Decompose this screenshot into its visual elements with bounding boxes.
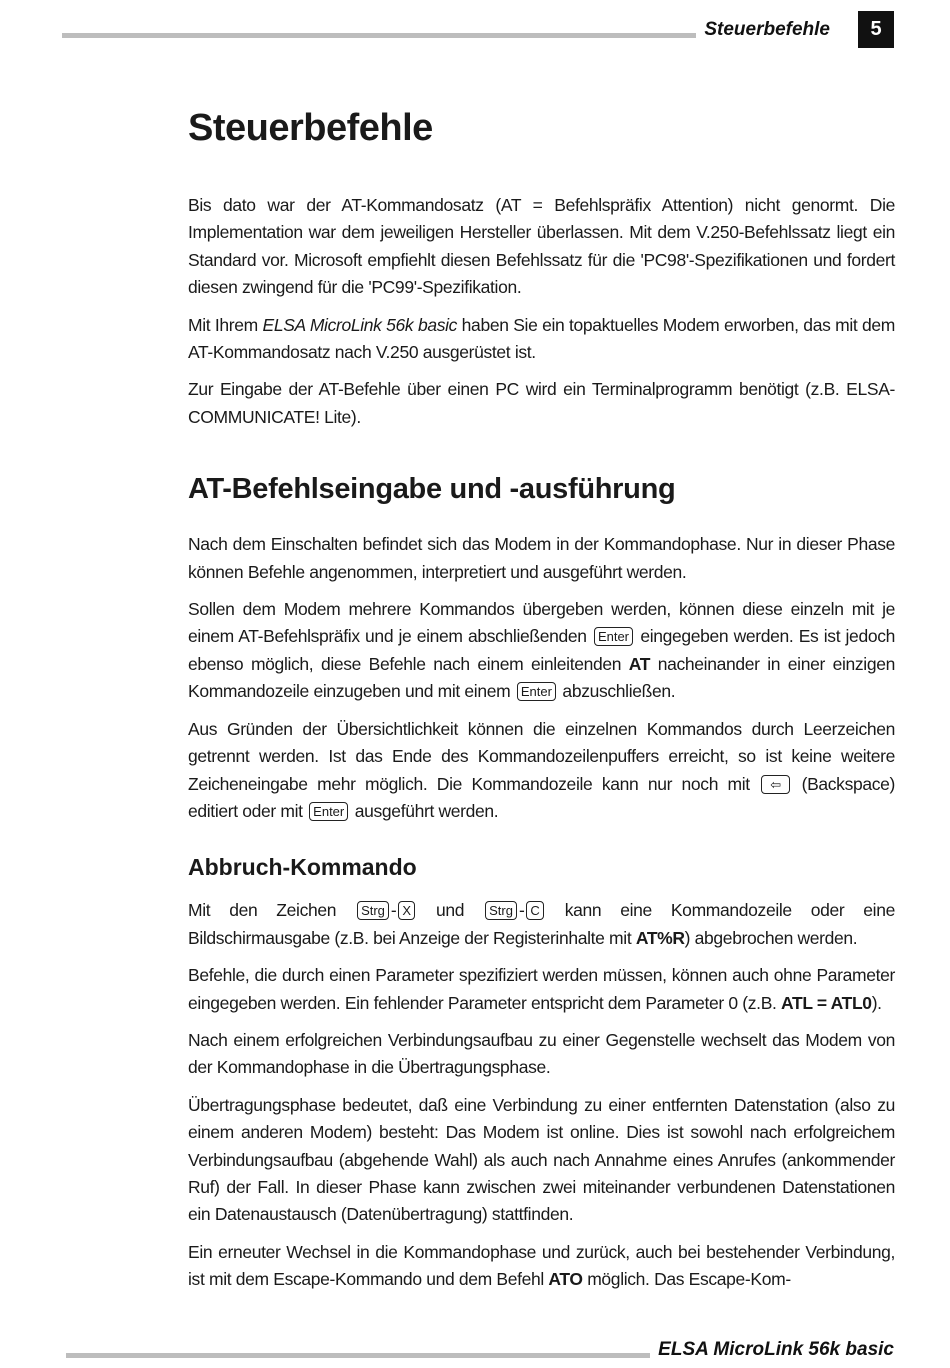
- ato-command: ATO: [548, 1269, 583, 1290]
- page-title: Steuerbefehle: [188, 107, 433, 149]
- atl-command: ATL = ATL0: [781, 992, 872, 1013]
- c-key: C: [526, 901, 543, 920]
- intro-paragraph-2: Mit Ihrem ELSA MicroLink 56k basic haben Sie ein topaktuelles Modem erworben, das mit dem AT-Kommandosatz nach V.250 ausgerüstet ist.: [188, 314, 895, 363]
- section-heading-abort: Abbruch-Kommando: [188, 854, 417, 881]
- product-name: ELSA MicroLink 56k basic: [262, 314, 458, 335]
- at-paragraph-3: Aus Gründen der Übersichtlichkeit können die einzelnen Kommandos durch Leerzeichen getrennt werden. Ist das Ende des Kommandozeilenpuffers erreicht, so ist keine weitere Zeicheneingabe mehr möglich. Die Kommandozeile kann nur noch mit ⇦ (Backspace) editiert oder mit Enter ausgeführt werden.: [188, 718, 896, 821]
- enter-key: Enter: [517, 682, 556, 701]
- intro-paragraph-1: Bis dato war der AT-Kommandosatz (AT = Befehlspräfix Attention) nicht genormt. Die Implementation war dem jeweiligen Hersteller überlassen. Mit dem V.250-Befehlssatz liegt ein Standard vor. Microsoft empfiehlt diesen Befehlssatz für die 'PC98'-Spezifikationen und fordert diesen zwingend für die 'PC99'-Spezifikation.: [188, 195, 895, 298]
- abort-paragraph-1: Mit den Zeichen Strg - X und Strg - C kann eine Kommandozeile oder eine Bildschirmausgabe (z.B. bei Anzeige der Registerinhalte mit AT%R) abgebrochen werden.: [188, 900, 895, 948]
- abort-paragraph-4: Übertragungsphase bedeutet, daß eine Verbindung zu einer entfernten Datenstation (also zu einem anderen Modem) besteht: Das Modem ist online. Dies ist sowohl nach erfolgreichem Verbindungsaufbau (abgehende Wahl) als auch nach Annahme eines Anrufes (ankommender Ruf) der Fall. In dieser Phase kann zwischen zwei miteinander verbundenen Datenstationen ein Datenaustausch (Datenübertragung) stattfinden.: [188, 1094, 895, 1225]
- intro-paragraph-3: Zur Eingabe der AT-Befehle über einen PC wird ein Terminalprogramm benötigt (z.B. ELSA-COMMUNICATE! Lite).: [188, 379, 895, 427]
- abort-paragraph-5: Ein erneuter Wechsel in die Kommandophase und zurück, auch bei bestehender Verbindung, ist mit dem Escape-Kommando und dem Befehl ATO möglich. Das Escape-Kom-: [188, 1241, 895, 1290]
- x-key: X: [398, 901, 415, 920]
- header-section-title: Steuerbefehle: [696, 18, 836, 42]
- at-command: AT: [628, 653, 651, 674]
- at-r-command: AT%R: [635, 927, 685, 948]
- enter-key: Enter: [594, 627, 633, 646]
- enter-key: Enter: [309, 802, 348, 821]
- section-heading-at-input: AT-Befehlseingabe und -ausführung: [188, 473, 676, 506]
- page-number: 5: [858, 11, 894, 48]
- strg-key: Strg: [485, 901, 517, 920]
- page-content: [188, 100, 895, 1304]
- abort-paragraph-2: Befehle, die durch einen Parameter spezifiziert werden müssen, können auch ohne Parameter eingegeben werden. Ein fehlender Parameter entspricht dem Parameter 0 (z.B. ATL = ATL0).: [188, 965, 895, 1013]
- at-paragraph-1: Nach dem Einschalten befindet sich das Modem in der Kommandophase. Nur in dieser Phase können Befehle angenommen, interpretiert und ausgeführt werden.: [188, 534, 895, 582]
- abort-paragraph-3: Nach einem erfolgreichen Verbindungsaufbau zu einer Gegenstelle wechselt das Modem von der Kommandophase in die Übertragungsphase.: [188, 1029, 895, 1078]
- footer-product-title: ELSA MicroLink 56k basic: [650, 1338, 894, 1362]
- at-paragraph-2: Sollen dem Modem mehrere Kommandos übergeben werden, können diese einzeln mit je einem AT-Befehlspräfix und je einem abschließenden Enter eingegeben werden. Es ist jedoch ebenso möglich, diese Befehle nach einem einleitenden AT nacheinander in einer einzigen Kommandozeile einzugeben und mit einem Enter abzuschließen.: [188, 599, 895, 702]
- backspace-key: ⇦: [761, 775, 790, 794]
- strg-key: Strg: [357, 901, 389, 920]
